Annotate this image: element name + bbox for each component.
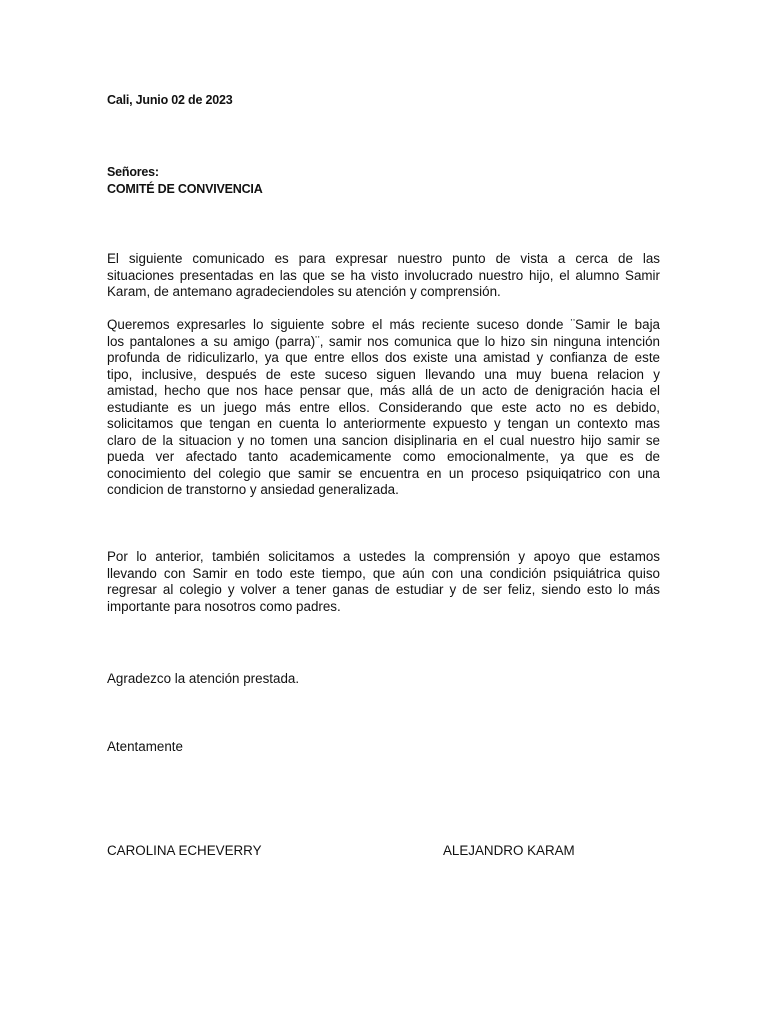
thanks-line: Agradezco la atención prestada. bbox=[107, 671, 300, 686]
paragraph-line: regresar al colegio y volver a tener ganas de estudiar y de ser feliz, siendo esto lo más bbox=[107, 582, 660, 597]
paragraph-line: condicion de transtorno y ansiedad generalizada. bbox=[107, 482, 399, 497]
recipient: COMITÉ DE CONVIVENCIA bbox=[107, 182, 263, 196]
paragraph-line: claro de la situacion y no tomen una sancion disiplinaria en el cual nuestro hijo samir se bbox=[107, 432, 660, 448]
paragraph-line: los pantalones a su amigo (parra)¨, samir nos comunica que lo hizo sin ninguna intención bbox=[107, 333, 660, 349]
paragraph-line: llevando con Samir en todo este tiempo, que aún con una condición psiquiátrica quiso bbox=[107, 565, 660, 581]
signatory-name: ALEJANDRO KARAM bbox=[443, 843, 575, 858]
paragraph-line: situaciones presentadas en las que se ha visto involucrado nuestro hijo, el alumno Samir bbox=[107, 267, 660, 283]
closing-line: Atentamente bbox=[107, 739, 183, 754]
paragraph-line: El siguiente comunicado es para expresar nuestro punto de vista a cerca de las bbox=[107, 251, 660, 266]
paragraph-line: amistad, hecho que nos hace pensar que, más allá de un acto de denigración hacia el bbox=[107, 383, 660, 398]
paragraph-line: conocimiento del colegio que samir se encuentra en un proceso psiquiqatrico con una bbox=[107, 465, 660, 481]
paragraph-line: estudiante es un juego más entre ellos. Considerando que este acto no es debido, bbox=[107, 399, 660, 415]
paragraph-line: Karam, de antemano agradeciendoles su atención y comprensión. bbox=[107, 284, 501, 299]
paragraph-line: Por lo anterior, también solicitamos a ustedes la comprensión y apoyo que estamos bbox=[107, 549, 660, 564]
paragraph-support bbox=[107, 549, 660, 615]
paragraph-line: solicitamos que tengan en cuenta lo anteriormente expuesto y tengan un contexto mas bbox=[107, 416, 660, 431]
paragraph-introduction bbox=[107, 251, 660, 301]
salutation: Señores: bbox=[107, 165, 159, 179]
paragraph-line: importante para nosotros como padres. bbox=[107, 598, 341, 614]
signatory-name: CAROLINA ECHEVERRY bbox=[107, 843, 262, 858]
paragraph-line: pueda ver afectado tanto academicamente como emocionalmente, ya que es de bbox=[107, 449, 660, 464]
paragraph-line: Queremos expresarles lo siguiente sobre el más reciente suceso donde ¨Samir le baja bbox=[107, 317, 660, 332]
paragraph-request bbox=[107, 317, 660, 499]
date-line: Cali, Junio 02 de 2023 bbox=[107, 93, 233, 107]
paragraph-line: profunda de ridiculizarlo, ya que entre ellos dos existe una amistad y confianza de este bbox=[107, 350, 660, 365]
paragraph-line: tipo, inclusive, después de este suceso siguen llevando una muy buena relacion y bbox=[107, 366, 660, 382]
